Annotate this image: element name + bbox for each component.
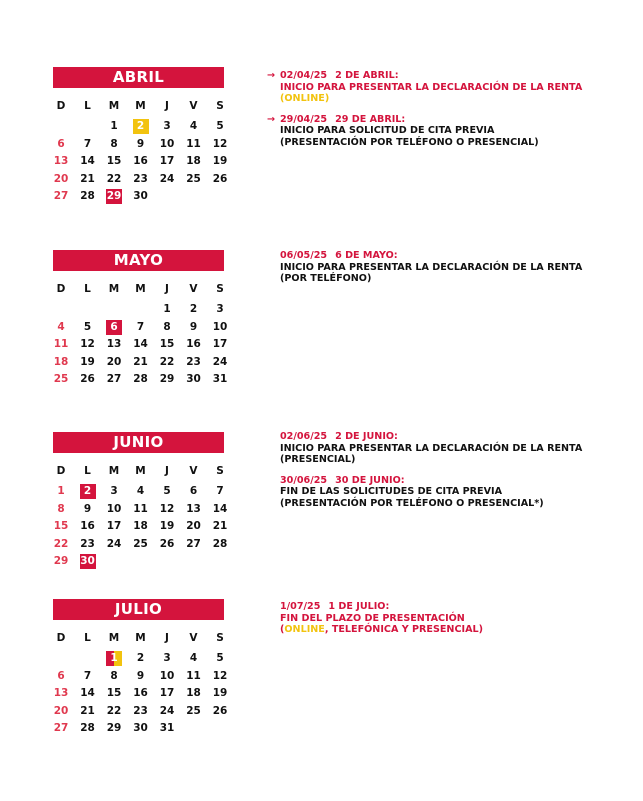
day-grid (53, 453, 228, 573)
weekday-label: M (135, 465, 146, 477)
weekday-label: V (189, 100, 198, 112)
day-16: 16 (133, 687, 148, 700)
day-3: 3 (163, 120, 171, 132)
day-26: 26 (80, 373, 95, 386)
weekday-label: L (84, 100, 91, 112)
weekday-label: L (84, 465, 91, 477)
day-8: 8 (110, 669, 118, 682)
event-entry (280, 431, 620, 466)
day-24: 24 (159, 704, 175, 717)
day-3: 3 (163, 652, 171, 664)
day-17: 17 (159, 155, 175, 168)
event-text: (PRESENTACIÓN POR TELÉFONO O PRESENCIAL*) (280, 497, 544, 509)
day-27: 27 (186, 537, 201, 550)
event-entry (267, 70, 620, 105)
month-info-junio (280, 431, 620, 510)
day-7: 7 (83, 669, 92, 682)
day-14: 14 (80, 155, 95, 168)
event-date (280, 70, 620, 82)
day-5: 5 (216, 120, 224, 132)
arrow-icon: → (267, 70, 276, 81)
paren-open: ( (280, 624, 285, 636)
day-13: 13 (53, 155, 69, 168)
day-18: 18 (186, 687, 201, 700)
day-16: 16 (133, 155, 148, 168)
day-10: 10 (212, 320, 228, 333)
weekday-label: M (135, 632, 146, 644)
weekday-label: D (56, 100, 66, 112)
day-22: 22 (159, 355, 175, 368)
weekday-label: J (165, 100, 169, 112)
day-31: 31 (159, 722, 175, 735)
day-4: 4 (189, 652, 198, 664)
weekday-label: M (135, 100, 146, 112)
day-6: 6 (189, 485, 198, 497)
day-22: 22 (106, 172, 122, 185)
event-date-short: 02/04/25 (280, 70, 328, 81)
day-11: 11 (53, 338, 69, 351)
day-27: 27 (53, 722, 69, 735)
day-25: 25 (186, 704, 201, 717)
day-24: 24 (159, 172, 175, 185)
day-7: 7 (216, 485, 224, 497)
day-22: 22 (106, 704, 122, 717)
day-1: 1 (57, 485, 65, 497)
day-20: 20 (53, 704, 69, 717)
day-21: 21 (80, 172, 95, 185)
day-19: 19 (212, 155, 228, 168)
weekday-label: J (165, 632, 169, 644)
event-date-long: 30 DE JUNIO: (335, 474, 405, 486)
channels-rest: , TELEFÓNICA Y PRESENCIAL) (324, 624, 483, 636)
event-text: (PRESENTACIÓN POR TELÉFONO O PRESENCIAL) (280, 136, 539, 148)
day-13: 13 (53, 687, 69, 700)
day-26: 26 (212, 172, 228, 185)
month-calendar-abril (53, 67, 228, 208)
month-calendar-junio (53, 432, 228, 573)
day-18: 18 (53, 355, 69, 368)
event-text: (PRESENCIAL) (280, 454, 356, 466)
weekday-label: V (189, 465, 198, 477)
day-30: 30 (133, 722, 148, 735)
event-text: (POR TELÉFONO) (280, 273, 372, 285)
event-text: INICIO PARA PRESENTAR LA DECLARACIÓN DE LA RENTA (280, 81, 583, 93)
event-text: INICIO PARA SOLICITUD DE CITA PREVIA (280, 125, 495, 137)
day-9: 9 (136, 137, 145, 150)
weekday-label: M (108, 283, 120, 295)
day-6: 6 (106, 320, 122, 335)
day-21: 21 (133, 355, 148, 368)
day-15: 15 (106, 155, 122, 168)
day-10: 10 (106, 502, 122, 515)
day-28: 28 (80, 722, 95, 735)
day-29: 29 (159, 373, 175, 386)
day-5: 5 (83, 320, 92, 333)
day-31: 31 (212, 373, 228, 386)
day-20: 20 (106, 355, 122, 368)
day-11: 11 (133, 502, 148, 515)
day-5: 5 (163, 485, 171, 497)
day-17: 17 (106, 520, 122, 533)
event-date-short: 06/05/25 (280, 250, 328, 261)
day-19: 19 (80, 355, 95, 368)
day-12: 12 (212, 137, 228, 150)
day-15: 15 (53, 520, 69, 533)
day-29: 29 (106, 722, 122, 735)
weekday-label: S (216, 465, 224, 477)
weekday-label: D (56, 632, 66, 644)
day-26: 26 (212, 704, 228, 717)
day-14: 14 (212, 502, 228, 515)
month-calendar-mayo (53, 250, 228, 391)
day-22: 22 (53, 537, 69, 550)
day-23: 23 (186, 355, 201, 368)
day-6: 6 (57, 669, 65, 682)
day-29: 29 (53, 555, 69, 568)
event-entry (280, 250, 620, 285)
weekday-label: S (216, 283, 224, 295)
day-11: 11 (186, 137, 201, 150)
event-date (280, 475, 620, 487)
event-text: INICIO PARA PRESENTAR LA DECLARACIÓN DE LA RENTA (280, 261, 583, 273)
day-4: 4 (189, 120, 198, 132)
day-15: 15 (159, 338, 175, 351)
month-header: ABRIL (53, 67, 224, 88)
online-label: ONLINE (284, 624, 325, 636)
weekday-label: S (216, 632, 224, 644)
event-entry (280, 475, 620, 510)
day-12: 12 (159, 502, 175, 515)
day-25: 25 (186, 172, 201, 185)
day-1: 1 (163, 303, 171, 315)
day-7: 7 (83, 137, 92, 150)
day-14: 14 (80, 687, 95, 700)
event-text: INICIO PARA PRESENTAR LA DECLARACIÓN DE LA RENTA (280, 442, 583, 454)
weekday-label: V (189, 632, 198, 644)
month-header: MAYO (53, 250, 224, 271)
weekday-label: D (56, 465, 66, 477)
day-30: 30 (80, 555, 95, 568)
day-9: 9 (136, 669, 145, 682)
day-19: 19 (159, 520, 175, 533)
day-24: 24 (212, 355, 228, 368)
day-16: 16 (80, 520, 95, 533)
event-entry (280, 601, 620, 636)
day-7: 7 (136, 320, 145, 333)
day-19: 19 (212, 687, 228, 700)
day-28: 28 (80, 190, 95, 203)
day-23: 23 (133, 704, 148, 717)
weekday-label: L (84, 283, 91, 295)
day-17: 17 (159, 687, 175, 700)
event-date (280, 601, 620, 613)
day-2: 2 (133, 119, 149, 134)
weekday-label: M (108, 100, 120, 112)
day-12: 12 (80, 338, 95, 351)
day-8: 8 (57, 502, 65, 515)
day-10: 10 (159, 669, 175, 682)
day-14: 14 (133, 338, 148, 351)
day-18: 18 (133, 520, 148, 533)
day-18: 18 (186, 155, 201, 168)
day-21: 21 (212, 520, 228, 533)
day-grid (53, 620, 228, 740)
event-date-long: 6 DE MAYO: (335, 250, 398, 261)
event-date-long: 2 DE ABRIL: (335, 70, 399, 81)
day-10: 10 (159, 137, 175, 150)
month-info-abril (267, 70, 620, 149)
day-20: 20 (186, 520, 201, 533)
day-3: 3 (216, 303, 224, 315)
day-grid (53, 271, 228, 391)
day-8: 8 (163, 320, 171, 333)
month-info-julio (280, 601, 620, 636)
day-23: 23 (80, 537, 95, 550)
day-4: 4 (136, 485, 145, 497)
day-28: 28 (133, 373, 148, 386)
event-channel: (ONLINE) (280, 93, 330, 105)
day-16: 16 (186, 338, 201, 351)
event-channel (280, 624, 620, 636)
event-entry (267, 113, 620, 149)
event-date (280, 431, 620, 443)
day-2: 2 (189, 303, 198, 315)
day-9: 9 (83, 502, 92, 515)
weekday-label: S (216, 100, 224, 112)
month-header: JUNIO (53, 432, 224, 453)
day-1: 1 (110, 120, 118, 132)
day-30: 30 (186, 373, 201, 386)
day-5: 5 (216, 652, 224, 664)
day-4: 4 (57, 320, 65, 333)
day-29: 29 (106, 190, 122, 203)
event-date-long: 29 DE ABRIL: (335, 113, 406, 125)
arrow-icon: → (267, 113, 276, 125)
event-date (280, 250, 620, 262)
day-13: 13 (106, 338, 122, 351)
day-13: 13 (186, 502, 201, 515)
event-text: FIN DE LAS SOLICITUDES DE CITA PREVIA (280, 486, 503, 498)
day-25: 25 (53, 373, 69, 386)
month-info-mayo (280, 250, 620, 285)
day-grid (53, 88, 228, 208)
day-24: 24 (106, 537, 122, 550)
day-28: 28 (212, 537, 228, 550)
day-27: 27 (53, 190, 69, 203)
day-3: 3 (110, 485, 118, 497)
day-23: 23 (133, 172, 148, 185)
day-11: 11 (186, 669, 201, 682)
event-date-long: 2 DE JUNIO: (335, 431, 398, 442)
event-date-short: 30/06/25 (280, 474, 328, 486)
day-15: 15 (106, 687, 122, 700)
event-date-long: 1 DE JULIO: (328, 601, 390, 612)
month-header: JULIO (53, 599, 224, 620)
weekday-label: J (165, 283, 169, 295)
weekday-label: J (165, 465, 169, 477)
day-30: 30 (133, 190, 148, 203)
event-date-short: 1/07/25 (280, 601, 321, 612)
event-text: FIN DEL PLAZO DE PRESENTACIÓN (280, 612, 465, 624)
day-25: 25 (133, 537, 148, 550)
day-8: 8 (110, 137, 118, 150)
day-2: 2 (136, 652, 145, 664)
day-1: 1 (106, 651, 122, 666)
weekday-label: M (135, 283, 146, 295)
day-9: 9 (189, 320, 198, 333)
day-12: 12 (212, 669, 228, 682)
event-date (280, 114, 620, 126)
weekday-label: M (108, 632, 120, 644)
day-20: 20 (53, 172, 69, 185)
day-26: 26 (159, 537, 175, 550)
day-27: 27 (106, 373, 122, 386)
month-calendar-julio (53, 599, 228, 740)
day-2: 2 (80, 484, 96, 499)
event-date-short: 29/04/25 (280, 113, 328, 125)
day-17: 17 (212, 338, 228, 351)
weekday-label: D (56, 283, 66, 295)
day-21: 21 (80, 704, 95, 717)
day-6: 6 (57, 137, 65, 150)
event-date-short: 02/06/25 (280, 431, 328, 442)
weekday-label: L (84, 632, 91, 644)
weekday-label: M (108, 465, 120, 477)
weekday-label: V (189, 283, 198, 295)
